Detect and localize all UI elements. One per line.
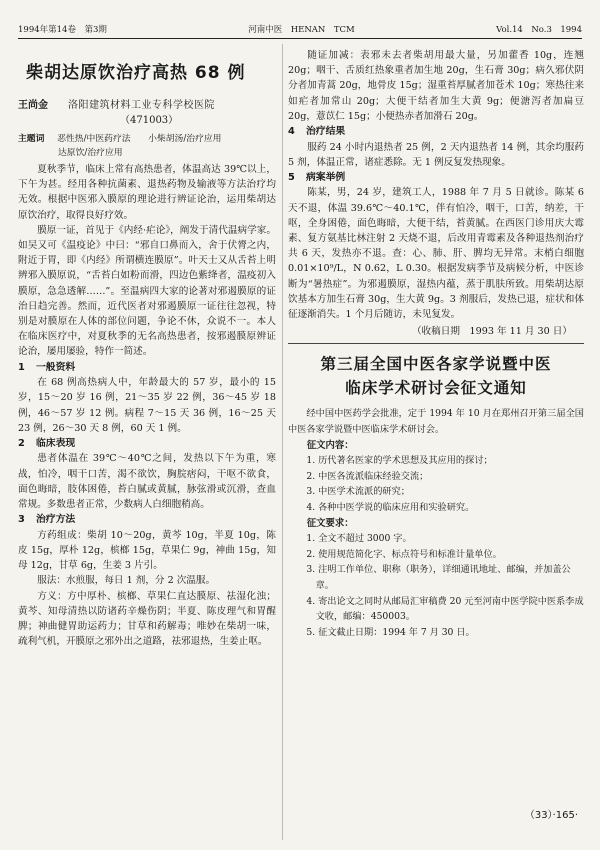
article-title: 柴胡达原饮治疗高热 68 例 (26, 63, 246, 83)
section-2-title: 临床表现 (36, 437, 76, 449)
section-4-number: 4 (288, 126, 295, 138)
section-2-body: 患者体温在 39℃～40℃之间，发热以下午为重，寒战，怕冷，咽干口苦，渴不欲饮，胸脘痞闷，干呕不欲食，面色晦暗，肢体困倦，苔白腻或黄腻，脉弦滑或沉滑，查血常规。多数患者正常，少数病人白细胞稍高。 (18, 453, 276, 511)
content-item: 2. 中医各流派临床经验交流； (306, 470, 429, 482)
content-label: 征文内容： (306, 439, 354, 451)
running-header (18, 22, 582, 36)
notice-title-line-1: 第三届全国中医各家学说暨中医 (320, 355, 552, 374)
keywords-label: 主题词 (18, 134, 45, 144)
section-2-number: 2 (18, 437, 25, 449)
section-1-number: 1 (18, 361, 25, 373)
left-column (18, 48, 276, 649)
section-1-title: 一般资料 (36, 361, 76, 373)
section-5-body: 陈某，男，24 岁，建筑工人，1988 年 7 月 5 日就诊。陈某 6 天不退，体温 39.6℃～40.1℃，伴有怕冷，咽干，口苦，纳差，干呕，全身困倦，面色晦暗，大便干结，苔黄腻。在西医门诊用庆大霉素、复方氨基比林注射 2 天烧不退，后改用青霉素及各种退热剂治疗共 6 天，发热亦不退。查：心、肺、肝、脾均无异常。末梢白细胞 0.01×10⁹/L，N 0.62，L 0.30。根据发病季节及病候分析，中医诊断为“暑热症”。为邪遏膜原，湿热内蕴，蒸于肌肤所致。用柴胡达原饮基本方加生石膏 30g，生大黄 9g。3 剂服后，发热已退，症状和体征逐渐消失。1 个月后随访，未见复发。 (288, 187, 584, 321)
author-postcode: （471003） (120, 115, 179, 126)
header-rule (18, 38, 582, 39)
keywords (18, 132, 276, 160)
section-3-heading (18, 512, 276, 528)
requirement-item: 5. 征文截止日期：1994 年 7 月 30 日。 (306, 626, 475, 638)
notice-title-line-2: 临床学术研讨会征文通知 (345, 379, 527, 398)
intro-paragraph-1: 夏秋季节，临床上常有高热患者，体温高达 39℃以上，下午为甚。经用各种抗菌素、退热药物及输液等方法治疗均无效。根据中医邪入膜原的理论进行辨证论治，运用柴胡达原饮治疗，取得良好疗效。 (18, 164, 276, 221)
section-3-title: 治疗方法 (36, 514, 76, 526)
call-for-papers (288, 352, 584, 640)
section-1-heading (18, 360, 276, 376)
article-continuation: 随证加减：表邪未去者柴胡用最大量，另加藿香 10g，连翘 20g；咽干、舌质红热象重者加生地 20g，生石膏 30g；病久邪伏阴分者加青蒿 20g，地骨皮 15g；湿重苔厚腻者加苍术 10g；寒热往来如疟者加常山 20g；大便干结者加生大黄 9g；便溏泻者加扁豆 20g，薏苡仁 15g；小便热赤者加滑石 20g。 (288, 50, 584, 122)
right-column (288, 48, 584, 640)
notice-rule (288, 343, 584, 344)
requirement-item: 4. 寄出论文之同时从邮局汇审稿费 20 元至河南中医学院中医系李成文收，邮编：450003。 (306, 595, 584, 623)
section-4-heading (288, 124, 584, 140)
author-name: 王尚金 (18, 100, 48, 111)
section-5-heading (288, 170, 584, 186)
requirement-item: 2. 使用规范简化字、标点符号和标准计量单位。 (306, 548, 502, 560)
content-item: 1. 历代著名医家的学术思想及其应用的探讨； (306, 455, 493, 467)
volume-info: Vol.14 No.3 1994 (496, 25, 582, 35)
notice-intro: 经中国中医药学会批准，定于 1994 年 10 月在郑州召开第三届全国中医各家学说暨中医临床学术研讨会。 (288, 408, 584, 436)
author-affiliation: 洛阳建筑材料工业专科学校医院 (68, 100, 215, 111)
intro-paragraph-2: 膜原一证，首见于《内经·疟论》，阐发于清代温病学家。如吴又可《温疫论》中曰：“邪自口鼻而入，舍于伏膂之内，附近于胃，即《内经》所谓横连膜原”。叶天士又从舌苔上明辨邪入膜原说，“舌苔白如粉而滑，四边色紫绛者，温疫初入膜原，急急透解……”。至温病四大家的论著对邪遏膜原的证治日趋完善。然而，近代医者对邪遏膜原一证往往忽视，特别是对膜原在人体的部位问题，争论不休，众说不一。本人在临床医疗中，对夏秋季的无名高热患者，按邪遏膜原辨证论治，屡用屡验，特作一简述。 (18, 224, 276, 358)
requirement-item: 1. 全文不超过 3000 字。 (306, 533, 412, 545)
content-item: 3. 中医学术流派的研究； (306, 486, 410, 498)
content-item: 4. 各种中医学说的临床应用和实验研究。 (306, 502, 475, 514)
journal-issue: 1994年第14卷 第3期 (18, 25, 107, 35)
section-3-body-3: 方义：方中厚朴、槟榔、草果仁直达膜原、祛湿化浊；黄芩、知母清热以防诸药辛燥伤阴；半夏、陈皮理气和胃醒脾；神曲健胃助运药力；甘草和药解毒；唯妙在柴胡一味，疏利气机，开膜原之邪外出之道路，祛邪退热，生姜止呕。 (18, 590, 276, 648)
section-4-title: 治疗结果 (306, 126, 346, 138)
section-3-body-1: 方药组成：柴胡 10～20g，黄芩 10g，半夏 10g，陈皮 15g，厚朴 12g，槟榔 15g，草果仁 9g，神曲 15g，知母 12g，甘草 6g，生姜 3 片引。 (18, 529, 276, 572)
page-number: （33）·165· (524, 810, 578, 821)
requirements-label: 征文要求： (306, 517, 354, 529)
section-2-heading (18, 436, 276, 452)
keywords-line2: 达原饮/治疗应用 (58, 148, 123, 158)
section-1-body: 在 68 例高热病人中，年龄最大的 57 岁，最小的 15 岁，15～20 岁 16 例，21～35 岁 22 例，36～45 岁 18 例，46～57 岁 12 例。病程 7～15 天 36 例，16～25 天 23 例，26～30 天 8 例，60 天 1 例。 (18, 377, 276, 434)
section-4-body: 服药 24 小时内退热者 25 例，2 天内退热者 14 例，其余均服药 5 剂，体温正常，诸症悉除。无 1 例反复发热现象。 (288, 141, 584, 168)
column-divider (282, 44, 283, 840)
section-3-number: 3 (18, 514, 25, 526)
section-5-title: 病案举例 (306, 171, 346, 183)
section-5-number: 5 (288, 171, 295, 183)
section-3-body-2: 服法：水煎服，每日 1 剂，分 2 次温服。 (37, 575, 216, 587)
author-line (18, 98, 276, 113)
journal-name: 河南中医 HENAN TCM (248, 25, 355, 35)
keywords-line1: 恶性热/中医药疗法 小柴胡汤/治疗应用 (57, 134, 222, 144)
received-date: （收稿日期 1993 年 11 月 30 日） (411, 326, 572, 338)
requirement-item: 3. 注明工作单位、职称（职务），详细通讯地址、邮编，并加盖公章。 (306, 564, 571, 591)
